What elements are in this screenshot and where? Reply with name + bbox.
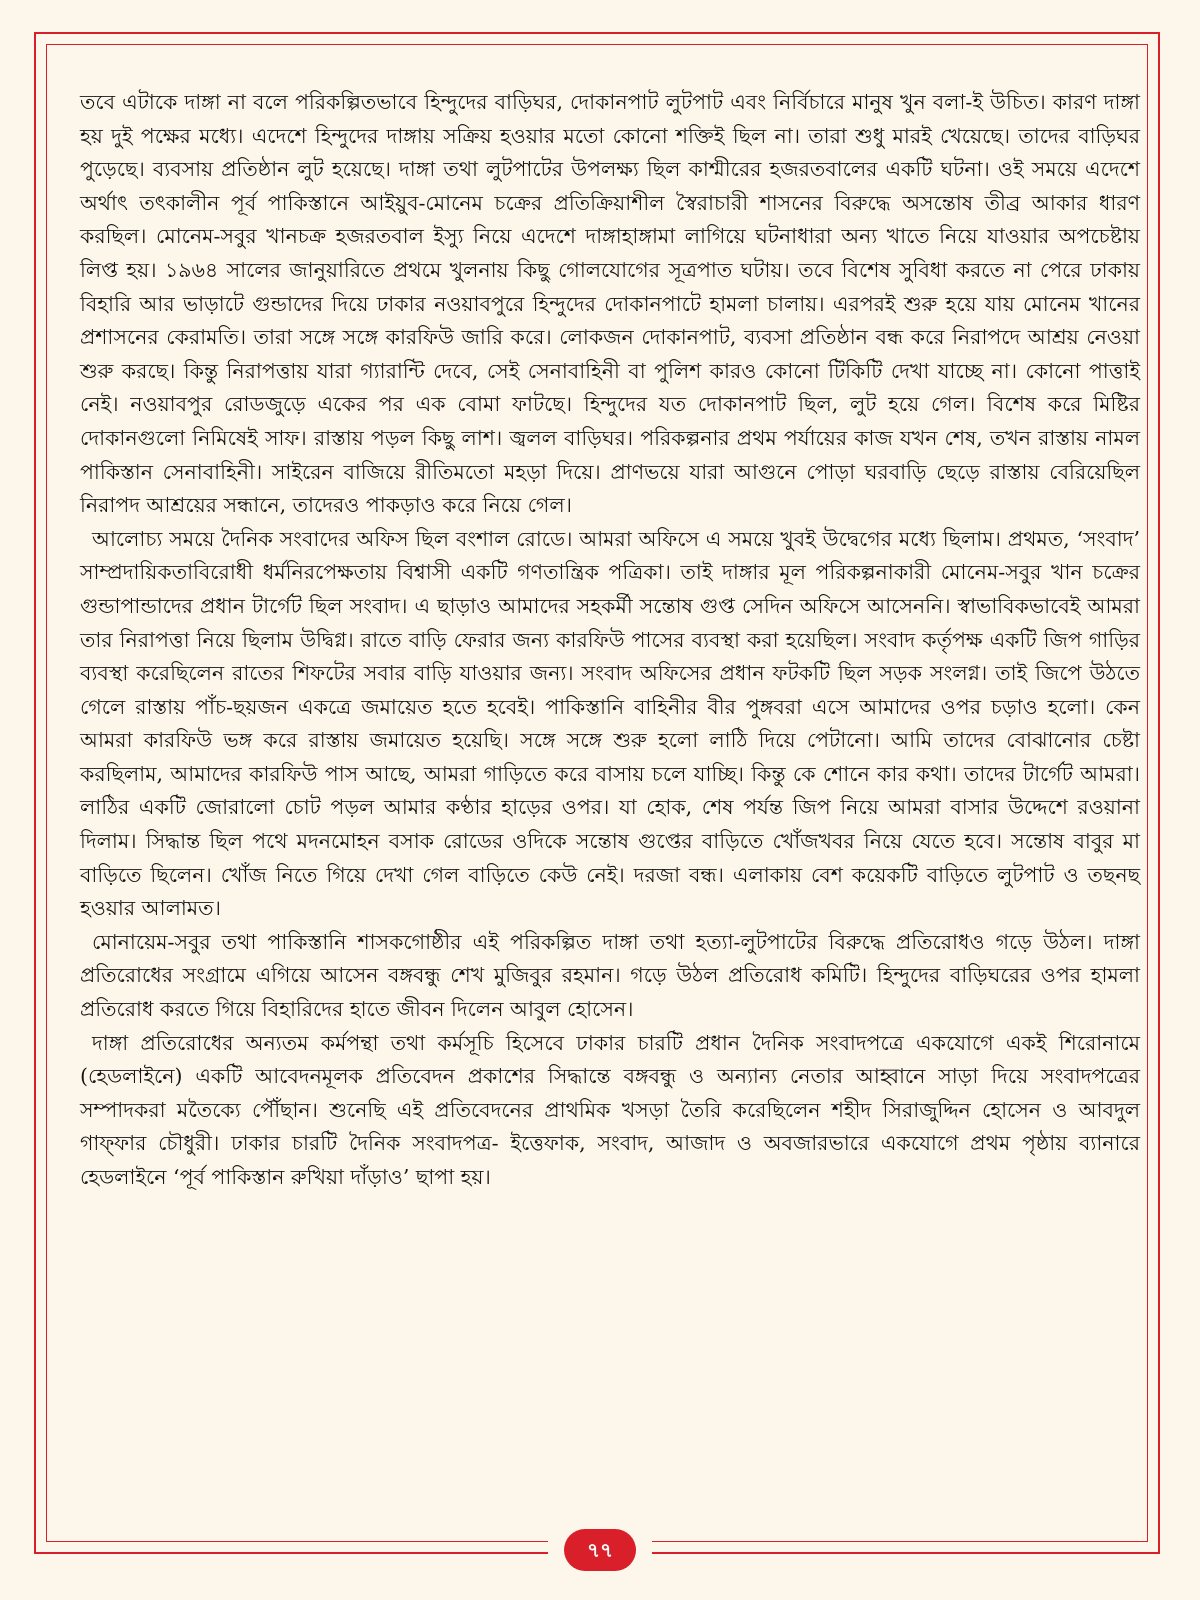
paragraph-2: আলোচ্য সময়ে দৈনিক সংবাদের অফিস ছিল বংশাল রোডে। আমরা অফিসে এ সময়ে খুবই উদ্বেগের মধ্যে ছিলাম। প্রথমত, ‘সংবাদ’ সাম্প্রদায়িকতাবিরোধী ধর্মনিরপেক্ষতায় বিশ্বাসী একটি গণতান্ত্রিক পত্রিকা। তাই দাঙ্গার মূল পরিকল্পনাকারী মোনেম-সবুর খান চক্রের গুন্ডাপান্ডাদের প্রধান টার্গেট ছিল সংবাদ। এ ছাড়াও আমাদের সহকর্মী সন্তোষ গুপ্ত সেদিন অফিসে আসেননি। স্বাভাবিকভাবেই আমরা তার নিরাপত্তা নিয়ে ছিলাম উদ্বিগ্ন। রাতে বাড়ি ফেরার জন্য কারফিউ পাসের ব্যবস্থা করা হয়েছিল। সংবাদ কর্তৃপক্ষ একটি জিপ গাড়ির ব্যবস্থা করেছিলেন রাতের শিফটের সবার বাড়ি যাওয়ার জন্য। সংবাদ অফিসের প্রধান ফটকটি ছিল সড়ক সংলগ্ন। তাই জিপে উঠতে গেলে রাস্তায় পাঁচ-ছয়জন একত্রে জমায়েত হতে হবেই। পাকিস্তানি বাহিনীর বীর পুঙ্গবরা এসে আমাদের ওপর চড়াও হলো। কেন আমরা কারফিউ ভঙ্গ করে রাস্তায় জমায়েত হয়েছি। সঙ্গে সঙ্গে শুরু হলো লাঠি দিয়ে পেটানো। আমি তাদের বোঝানোর চেষ্টা করছিলাম, আমাদের কারফিউ পাস আছে, আমরা গাড়িতে করে বাসায় চলে যাচ্ছি। কিন্তু কে শোনে কার কথা। তাদের টার্গেট আমরা। লাঠির একটি জোরালো চোট পড়ল আমার কণ্ঠার হাড়ের ওপর। যা হোক, শেষ পর্যন্ত জিপ নিয়ে আমরা বাসার উদ্দেশে রওয়ানা দিলাম। সিদ্ধান্ত ছিল পথে মদনমোহন বসাক রোডের ওদিকে সন্তোষ গুপ্তের বাড়িতে খোঁজখবর নিয়ে যেতে হবে। সন্তোষ বাবুর মা বাড়িতে ছিলেন। খোঁজ নিতে গিয়ে দেখা গেল বাড়িতে কেউ নেই। দরজা বন্ধ। এলাকায় বেশ কয়েকটি বাড়িতে লুটপাট ও তছনছ হওয়ার আলামত। [80, 526, 1140, 921]
paragraph-3: মোনায়েম-সবুর তথা পাকিস্তানি শাসকগোষ্ঠীর এই পরিকল্পিত দাঙ্গা তথা হত্যা-লুটপাটের বিরুদ্ধে প্রতিরোধও গড়ে উঠল। দাঙ্গা প্রতিরোধের সংগ্রামে এগিয়ে আসেন বঙ্গবন্ধু শেখ মুজিবুর রহমান। গড়ে উঠল প্রতিরোধ কমিটি। হিন্দুদের বাড়িঘরের ওপর হামলা প্রতিরোধ করতে গিয়ে বিহারিদের হাতে জীবন দিলেন আবুল হোসেন। [80, 929, 1140, 1022]
article-body [80, 86, 1140, 1195]
page-number-badge [564, 1529, 636, 1571]
paragraph-1: তবে এটাকে দাঙ্গা না বলে পরিকল্পিতভাবে হিন্দুদের বাড়িঘর, দোকানপাট লুটপাট এবং নির্বিচারে মানুষ খুন বলা-ই উচিত। কারণ দাঙ্গা হয় দুই পক্ষের মধ্যে। এদেশে হিন্দুদের দাঙ্গায় সক্রিয় হওয়ার মতো কোনো শক্তিই ছিল না। তারা শুধু মারই খেয়েছে। তাদের বাড়িঘর পুড়েছে। ব্যবসায় প্রতিষ্ঠান লুট হয়েছে। দাঙ্গা তথা লুটপাটের উপলক্ষ্য ছিল কাশ্মীরের হজরতবালের একটি ঘটনা। ওই সময়ে এদেশে অর্থাৎ তৎকালীন পূর্ব পাকিস্তানে আইয়ুব-মোনেম চক্রের প্রতিক্রিয়াশীল স্বৈরাচারী শাসনের বিরুদ্ধে অসন্তোষ তীব্র আকার ধারণ করছিল। মোনেম-সবুর খানচক্র হজরতবাল ইস্যু নিয়ে এদেশে দাঙ্গাহাঙ্গামা লাগিয়ে ঘটনাধারা অন্য খাতে নিয়ে যাওয়ার অপচেষ্টায় লিপ্ত হয়। ১৯৬৪ সালের জানুয়ারিতে প্রথমে খুলনায় কিছু গোলযোগের সূত্রপাত ঘটায়। তবে বিশেষ সুবিধা করতে না পেরে ঢাকায় বিহারি আর ভাড়াটে গুন্ডাদের দিয়ে ঢাকার নওয়াবপুরে হিন্দুদের দোকানপাটে হামলা চালায়। এরপরই শুরু হয়ে যায় মোনেম খানের প্রশাসনের কেরামতি। তারা সঙ্গে সঙ্গে কারফিউ জারি করে। লোকজন দোকানপাট, ব্যবসা প্রতিষ্ঠান বন্ধ করে নিরাপদে আশ্রয় নেওয়া শুরু করছে। কিন্তু নিরাপত্তায় যারা গ্যারান্টি দেবে, সেই সেনাবাহিনী বা পুলিশ কারও কোনো টিকিটি দেখা যাচ্ছে না। কোনো পাত্তাই নেই। নওয়াবপুর রোডজুড়ে একের পর এক বোমা ফাটছে। হিন্দুদের যত দোকানপাট ছিল, লুট হয়ে গেল। বিশেষ করে মিষ্টির দোকানগুলো নিমিষেই সাফ। রাস্তায় পড়ল কিছু লাশ। জ্বলল বাড়িঘর। পরিকল্পনার প্রথম পর্যায়ের কাজ যখন শেষ, তখন রাস্তায় নামল পাকিস্তান সেনাবাহিনী। সাইরেন বাজিয়ে রীতিমতো মহড়া দিয়ে। প্রাণভয়ে যারা আগুনে পোড়া ঘরবাড়ি ছেড়ে রাস্তায় বেরিয়েছিল নিরাপদ আশ্রয়ের সন্ধানে, তাদেরও পাকড়াও করে নিয়ে গেল। [80, 90, 1140, 518]
page-number: ৭৭ [586, 1538, 613, 1562]
paragraph-4: দাঙ্গা প্রতিরোধের অন্যতম কর্মপন্থা তথা কর্মসূচি হিসেবে ঢাকার চারটি প্রধান দৈনিক সংবাদপত্রে একযোগে একই শিরোনামে (হেডলাইনে) একটি আবেদনমূলক প্রতিবেদন প্রকাশের সিদ্ধান্তে বঙ্গবন্ধু ও অন্যান্য নেতার আহ্বানে সাড়া দিয়ে সংবাদপত্রের সম্পাদকরা মতৈক্যে পৌঁছান। শুনেছি এই প্রতিবেদনের প্রাথমিক খসড়া তৈরি করেছিলেন শহীদ সিরাজুদ্দিন হোসেন ও আবদুল গাফ্ফার চৌধুরী। ঢাকার চারটি দৈনিক সংবাদপত্র- ইত্তেফাক, সংবাদ, আজাদ ও অবজারভারে একযোগে প্রথম পৃষ্ঠায় ব্যানারে হেডলাইনে ‘পূর্ব পাকিস্তান রুখিয়া দাঁড়াও’ ছাপা হয়। [80, 1030, 1140, 1189]
